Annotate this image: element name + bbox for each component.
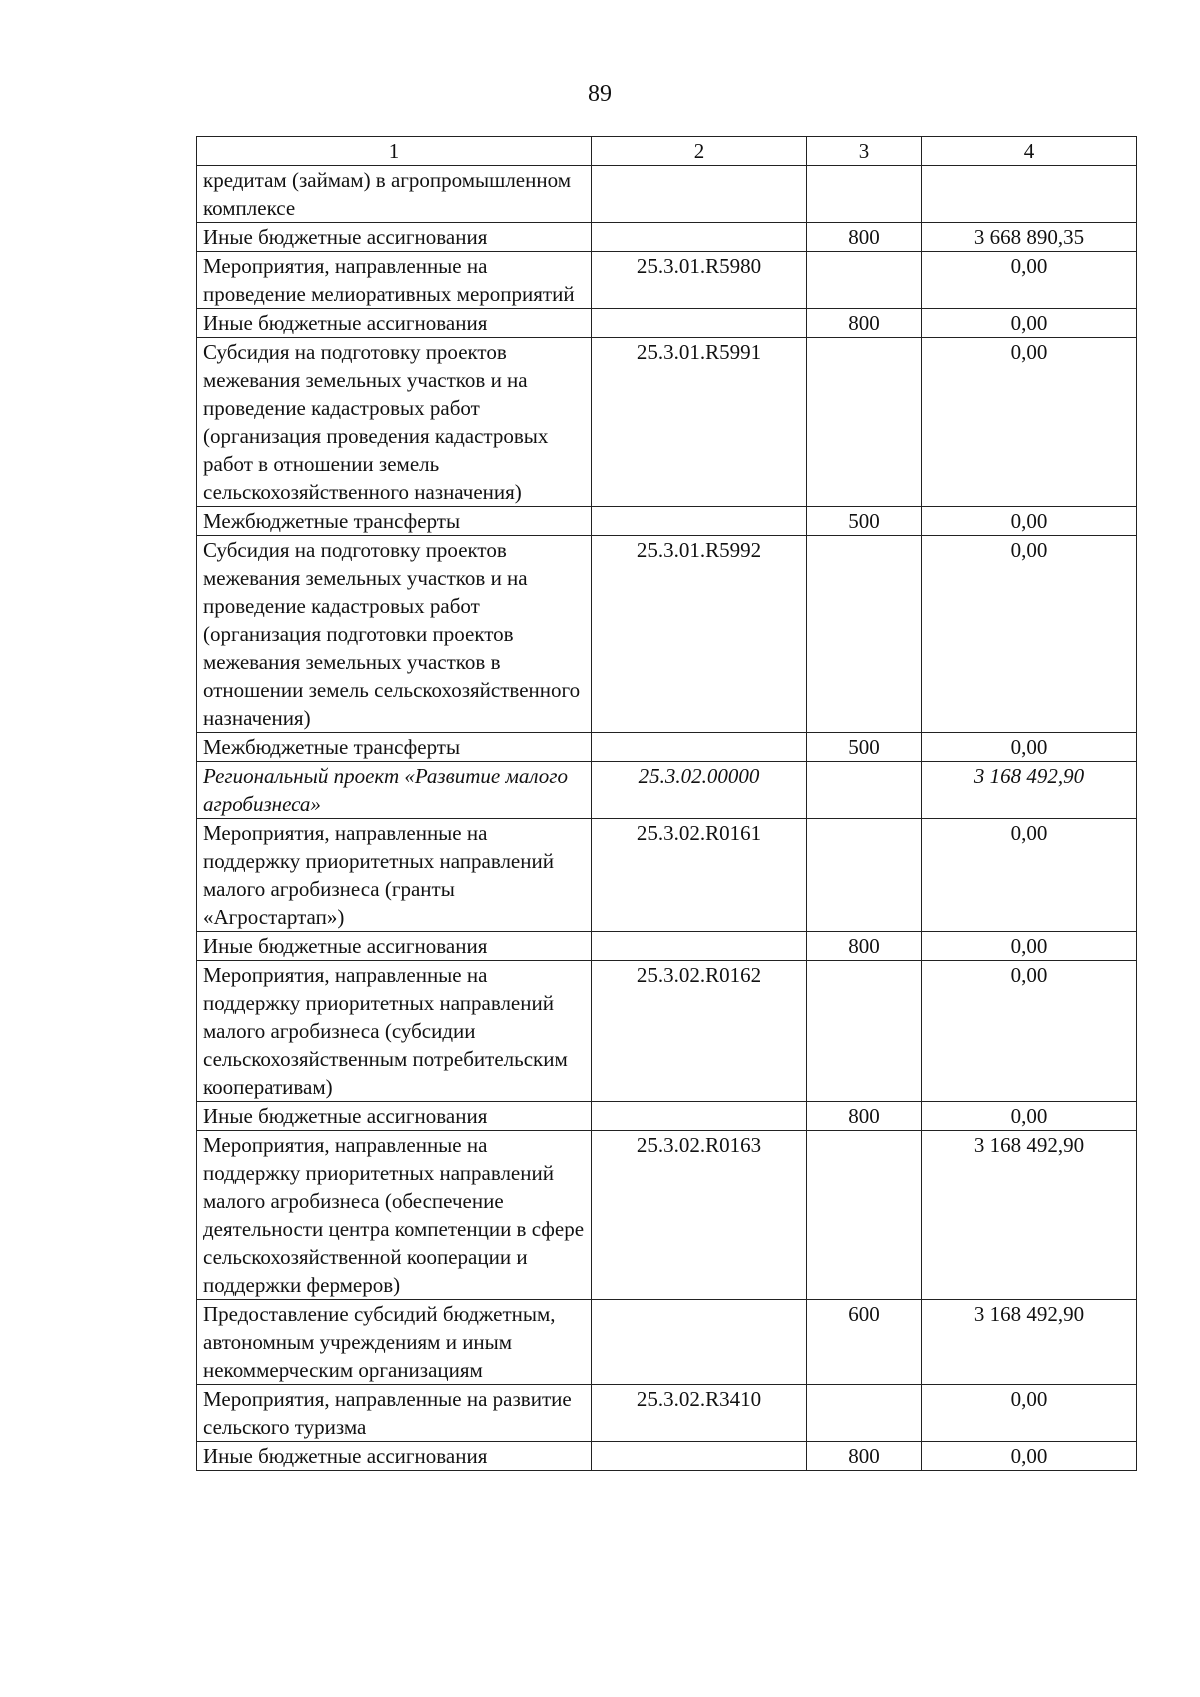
row-code-cell: 25.3.01.R5991 — [592, 338, 807, 507]
row-code-cell — [592, 166, 807, 223]
row-code-cell: 25.3.02.R0161 — [592, 819, 807, 932]
budget-table — [196, 136, 1137, 1471]
row-name-cell: кредитам (займам) в агропромышленном комплексе — [197, 166, 592, 223]
row-name-cell: Мероприятия, направленные на поддержку приоритетных направлений малого агробизнеса (гранты «Агростартап») — [197, 819, 592, 932]
row-amount-cell: 3 168 492,90 — [922, 762, 1137, 819]
header-col-1: 1 — [197, 137, 592, 166]
table-row — [197, 309, 1137, 338]
table-row — [197, 762, 1137, 819]
row-code-cell — [592, 1442, 807, 1471]
row-amount-cell: 0,00 — [922, 1442, 1137, 1471]
row-code-cell — [592, 932, 807, 961]
row-expense-type-cell — [807, 1385, 922, 1442]
row-amount-cell: 3 668 890,35 — [922, 223, 1137, 252]
table-row — [197, 1442, 1137, 1471]
row-expense-type-cell — [807, 819, 922, 932]
row-name-cell: Мероприятия, направленные на поддержку приоритетных направлений малого агробизнеса (субсидии сельскохозяйственным потребительским кооперативам) — [197, 961, 592, 1102]
row-expense-type-cell: 800 — [807, 309, 922, 338]
row-code-cell — [592, 733, 807, 762]
table-row — [197, 1300, 1137, 1385]
table-row — [197, 338, 1137, 507]
page-number: 89 — [588, 81, 612, 107]
row-name-cell: Субсидия на подготовку проектов межевания земельных участков и на проведение кадастровых работ (организация проведения кадастровых работ в отношении земель сельскохозяйственного назначения) — [197, 338, 592, 507]
table-row — [197, 252, 1137, 309]
row-name-cell: Субсидия на подготовку проектов межевания земельных участков и на проведение кадастровых работ (организация подготовки проектов межевания земельных участков в отношении земель сельскохозяйственного назначения) — [197, 536, 592, 733]
row-expense-type-cell — [807, 961, 922, 1102]
row-expense-type-cell: 800 — [807, 223, 922, 252]
table-row — [197, 536, 1137, 733]
row-expense-type-cell — [807, 252, 922, 309]
table-row — [197, 1385, 1137, 1442]
row-amount-cell: 0,00 — [922, 252, 1137, 309]
row-name-cell: Предоставление субсидий бюджетным, автономным учреждениям и иным некоммерческим организациям — [197, 1300, 592, 1385]
row-name-cell: Иные бюджетные ассигнования — [197, 1102, 592, 1131]
table-row — [197, 1131, 1137, 1300]
row-expense-type-cell: 800 — [807, 932, 922, 961]
table-row — [197, 507, 1137, 536]
row-expense-type-cell: 600 — [807, 1300, 922, 1385]
row-code-cell — [592, 1300, 807, 1385]
row-amount-cell: 0,00 — [922, 733, 1137, 762]
header-col-4: 4 — [922, 137, 1137, 166]
table-body — [197, 166, 1137, 1471]
row-expense-type-cell: 800 — [807, 1102, 922, 1131]
row-code-cell: 25.3.01.R5992 — [592, 536, 807, 733]
row-amount-cell: 0,00 — [922, 536, 1137, 733]
table-row — [197, 1102, 1137, 1131]
header-col-2: 2 — [592, 137, 807, 166]
row-amount-cell: 3 168 492,90 — [922, 1131, 1137, 1300]
row-name-cell: Региональный проект «Развитие малого агробизнеса» — [197, 762, 592, 819]
row-expense-type-cell: 500 — [807, 733, 922, 762]
row-code-cell — [592, 223, 807, 252]
row-expense-type-cell — [807, 1131, 922, 1300]
row-expense-type-cell: 500 — [807, 507, 922, 536]
row-amount-cell: 0,00 — [922, 932, 1137, 961]
row-code-cell — [592, 507, 807, 536]
table-row — [197, 819, 1137, 932]
table-row — [197, 961, 1137, 1102]
row-amount-cell: 0,00 — [922, 819, 1137, 932]
row-name-cell: Мероприятия, направленные на поддержку приоритетных направлений малого агробизнеса (обеспечение деятельности центра компетенции в сфере сельскохозяйственной кооперации и поддержки фермеров) — [197, 1131, 592, 1300]
table-row — [197, 733, 1137, 762]
row-amount-cell: 0,00 — [922, 338, 1137, 507]
row-code-cell: 25.3.02.R3410 — [592, 1385, 807, 1442]
row-expense-type-cell — [807, 762, 922, 819]
row-amount-cell: 3 168 492,90 — [922, 1300, 1137, 1385]
row-amount-cell: 0,00 — [922, 507, 1137, 536]
row-name-cell: Иные бюджетные ассигнования — [197, 932, 592, 961]
row-name-cell: Иные бюджетные ассигнования — [197, 1442, 592, 1471]
row-amount-cell: 0,00 — [922, 309, 1137, 338]
table-row — [197, 932, 1137, 961]
row-code-cell — [592, 1102, 807, 1131]
header-row — [197, 137, 1137, 166]
row-code-cell: 25.3.02.R0162 — [592, 961, 807, 1102]
row-code-cell: 25.3.02.R0163 — [592, 1131, 807, 1300]
row-name-cell: Иные бюджетные ассигнования — [197, 223, 592, 252]
row-expense-type-cell — [807, 338, 922, 507]
row-amount-cell — [922, 166, 1137, 223]
row-code-cell: 25.3.01.R5980 — [592, 252, 807, 309]
row-expense-type-cell — [807, 166, 922, 223]
row-expense-type-cell — [807, 536, 922, 733]
row-expense-type-cell: 800 — [807, 1442, 922, 1471]
row-amount-cell: 0,00 — [922, 1385, 1137, 1442]
row-name-cell: Межбюджетные трансферты — [197, 733, 592, 762]
row-name-cell: Иные бюджетные ассигнования — [197, 309, 592, 338]
table-row — [197, 166, 1137, 223]
row-name-cell: Мероприятия, направленные на развитие сельского туризма — [197, 1385, 592, 1442]
row-code-cell: 25.3.02.00000 — [592, 762, 807, 819]
row-name-cell: Мероприятия, направленные на проведение мелиоративных мероприятий — [197, 252, 592, 309]
row-amount-cell: 0,00 — [922, 1102, 1137, 1131]
row-name-cell: Межбюджетные трансферты — [197, 507, 592, 536]
table-row — [197, 223, 1137, 252]
row-amount-cell: 0,00 — [922, 961, 1137, 1102]
header-col-3: 3 — [807, 137, 922, 166]
row-code-cell — [592, 309, 807, 338]
